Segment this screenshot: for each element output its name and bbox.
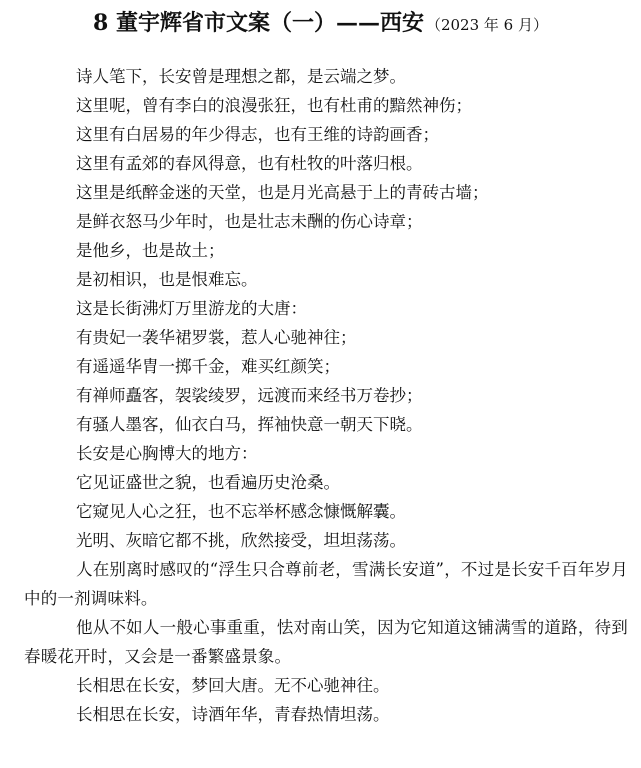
- paragraph: 人在别离时感叹的“浮生只合尊前老，雪满长安道”，不过是长安千百年岁月中的一剂调味料。: [24, 560, 628, 608]
- text-line: 这是长街沸灯万里游龙的大唐：: [76, 299, 307, 318]
- text-line: 它窥见人心之狂，也不忘举杯感念慷慨解囊。: [76, 502, 406, 521]
- text-line: 是初相识，也是恨难忘。: [76, 270, 258, 289]
- text-line: 有骚人墨客，仙衣白马，挥袖快意一朝天下晓。: [76, 415, 423, 434]
- text-line: 它见证盛世之貌，也看遍历史沧桑。: [76, 473, 340, 492]
- text-line: 是他乡，也是故土；: [76, 241, 225, 260]
- text-line: 这里是纸醉金迷的天堂，也是月光高悬于上的青砖古墙；: [76, 183, 489, 202]
- text-line: 有遥遥华胄一掷千金，难买红颜笑；: [76, 357, 340, 376]
- text-line: 诗人笔下，长安曾是理想之都，是云端之梦。: [76, 67, 406, 86]
- text-line: 这里有白居易的年少得志，也有王维的诗韵画香；: [76, 125, 439, 144]
- text-line: 长相思在长安，梦回大唐。无不心驰神往。: [76, 676, 390, 695]
- title-date: （2023 年 6 月）: [425, 16, 548, 34]
- text-line: 长相思在长安，诗酒年华，青春热情坦荡。: [76, 705, 390, 724]
- article-body: [0, 62, 628, 729]
- text-line: 有贵妃一袭华裙罗裳，惹人心驰神往；: [76, 328, 357, 347]
- text-line: 有禅师矗客，袈裟绫罗，远渡而来经书万卷抄；: [76, 386, 423, 405]
- text-line: 光明、灰暗它都不挑，欣然接受，坦坦荡荡。: [76, 531, 406, 550]
- page-title: [0, 6, 641, 37]
- title-text: 8 董宇辉省市文案（一）——西安: [93, 10, 424, 36]
- text-line: 长安是心胸博大的地方：: [76, 444, 258, 463]
- text-line: 这里有孟郊的春风得意，也有杜牧的叶落归根。: [76, 154, 423, 173]
- paragraph: 他从不如人一般心事重重，怯对南山笑，因为它知道这铺满雪的道路，待到春暖花开时，又会是一番繁盛景象。: [24, 618, 628, 666]
- text-line: 是鲜衣怒马少年时，也是壮志未酬的伤心诗章；: [76, 212, 423, 231]
- text-line: 这里呢，曾有李白的浪漫张狂，也有杜甫的黯然神伤；: [76, 96, 472, 115]
